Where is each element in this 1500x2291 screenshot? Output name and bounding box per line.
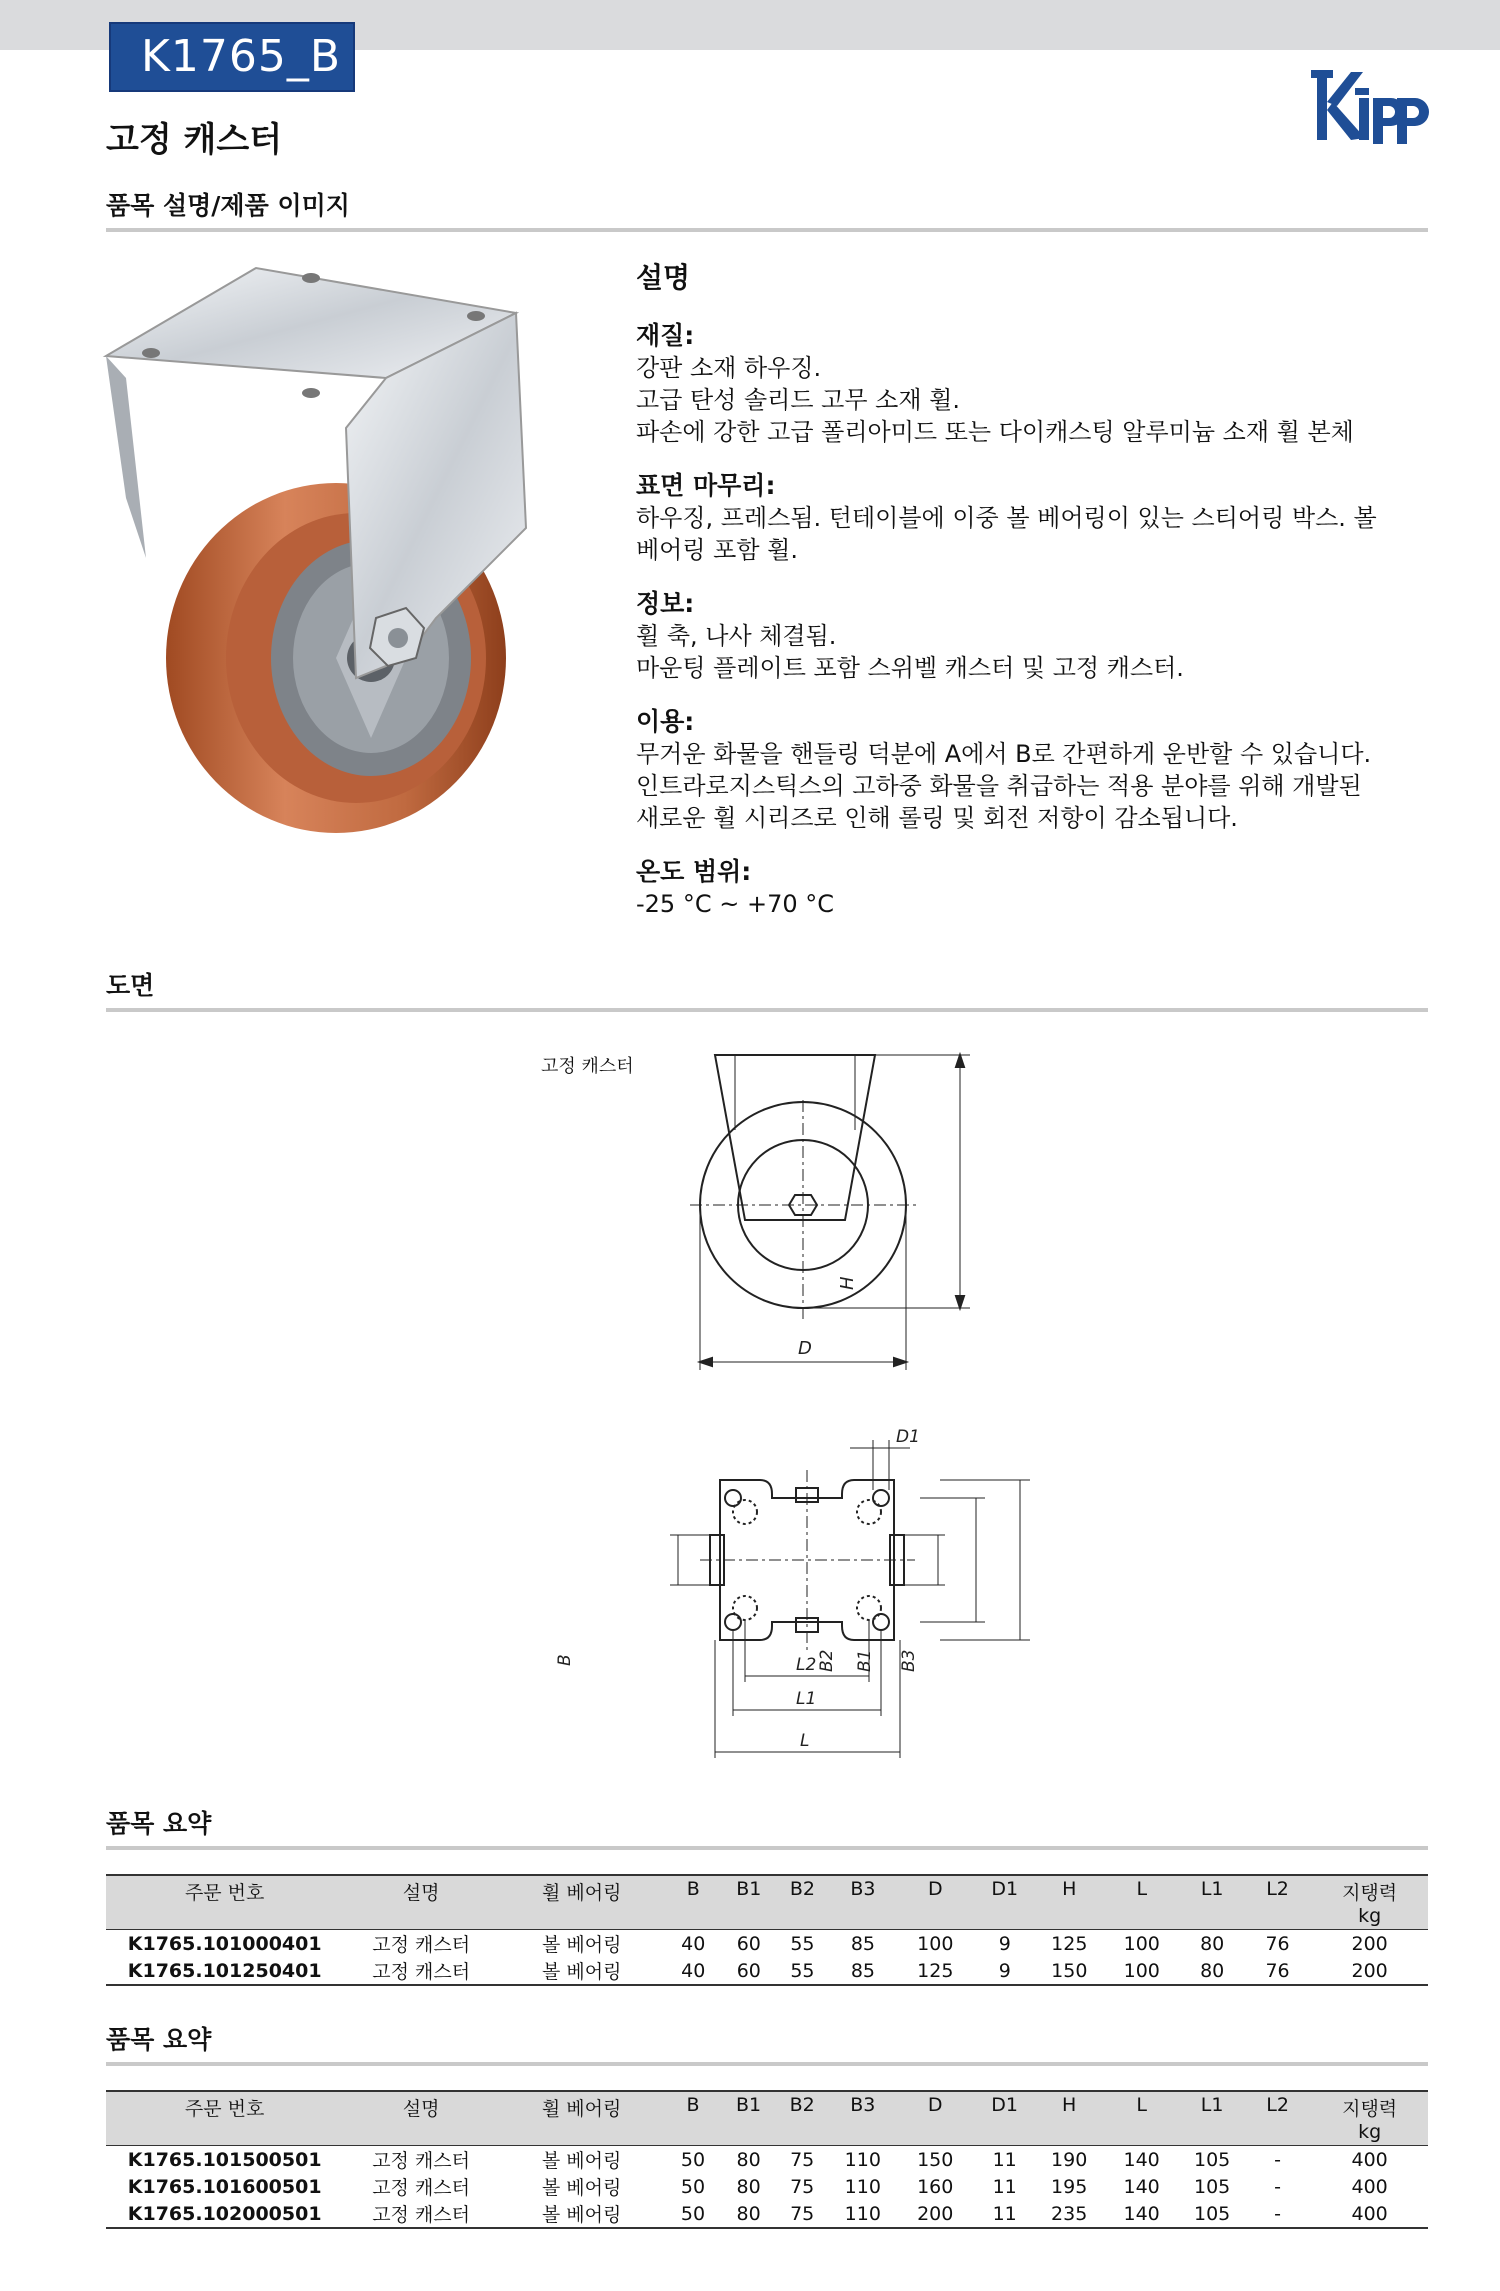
table-cell: 140: [1123, 2175, 1160, 2198]
column-header: D1: [974, 1875, 1036, 1930]
column-header: B3: [829, 1875, 896, 1930]
table-cell: 고정 캐스터: [343, 1930, 499, 1958]
table-cell: 60: [722, 1930, 776, 1958]
top-view-drawing: [555, 1420, 1060, 1780]
summary-table-1: [106, 1874, 1428, 1986]
table-cell: 55: [776, 1930, 830, 1958]
table-cell: 400: [1311, 2200, 1428, 2228]
block-line: 인트라로지스틱스의 고하중 화물을 취급하는 적용 분야를 위해 개발된: [636, 772, 1362, 800]
table-cell: 140: [1103, 2146, 1180, 2174]
block-info: [636, 588, 1436, 684]
table-cell: 195: [1051, 2175, 1088, 2198]
table-cell: -: [1274, 2175, 1282, 2198]
column-header: D1: [974, 2091, 1035, 2146]
column-header: H: [1036, 1875, 1104, 1930]
table-cell: 76: [1244, 1930, 1311, 1958]
dim-l1-label: L1: [796, 1689, 817, 1709]
table-cell: 105: [1180, 2146, 1244, 2174]
section-description-image: 품목 설명/제품 이미지: [106, 186, 1428, 232]
dim-d1-label: D1: [896, 1427, 920, 1447]
table-row: [106, 2173, 1428, 2200]
column-header: B2: [776, 1875, 830, 1930]
table-cell: 125: [897, 1957, 974, 1985]
table-row: [106, 2200, 1428, 2228]
table-cell: 105: [1180, 2200, 1244, 2228]
table-cell: 125: [1036, 1930, 1104, 1958]
dim-b2-label: B2: [817, 1649, 837, 1672]
column-header: 설명: [343, 1875, 499, 1930]
table-cell: K1765.101000401: [106, 1930, 343, 1958]
column-unit: kg: [1358, 1905, 1382, 1927]
dim-b-label: B: [555, 1654, 575, 1666]
table-cell: 100: [897, 1930, 974, 1958]
table-cell: 11: [974, 2146, 1035, 2174]
table-cell: 200: [897, 2200, 974, 2228]
table-cell: 400: [1311, 2146, 1428, 2174]
table-cell: 40: [664, 1930, 722, 1958]
table-cell: 볼 베어링: [499, 2146, 664, 2174]
column-header: D: [897, 1875, 974, 1930]
table-cell: 110: [829, 2200, 897, 2228]
block-line: -25 °C ~ +70 °C: [636, 890, 834, 918]
table-cell: 105: [1194, 2175, 1231, 2198]
block-label: 정보:: [636, 589, 695, 618]
side-view-drawing: [540, 1040, 1020, 1380]
table-cell: 100: [1103, 1957, 1180, 1985]
block-line: 베어링 포함 휠.: [636, 536, 798, 564]
block-surface-finish: [636, 470, 1436, 566]
table-cell: 190: [1035, 2146, 1103, 2174]
table-row: [106, 1930, 1428, 1958]
table-cell: 볼 베어링: [499, 1957, 664, 1985]
table-cell: 80: [722, 2200, 776, 2228]
product-code-badge: K1765_B: [109, 22, 355, 92]
table-row: [106, 2146, 1428, 2174]
table-cell: 고정 캐스터: [343, 2200, 499, 2228]
column-header: L1: [1180, 2091, 1244, 2146]
table-cell: 200: [1311, 1957, 1428, 1985]
column-header: B: [664, 2091, 722, 2146]
table-cell: 110: [844, 2175, 881, 2198]
table-cell: 140: [1103, 2200, 1180, 2228]
drawing-label: 고정 캐스터: [541, 1056, 634, 1077]
column-header: 주문 번호: [106, 2091, 343, 2146]
table-cell: 55: [776, 1957, 830, 1985]
block-line: 새로운 휠 시리즈로 인해 롤링 및 회전 저항이 감소됩니다.: [636, 804, 1238, 832]
table-cell: 100: [1103, 1930, 1180, 1958]
table-cell: 235: [1035, 2200, 1103, 2228]
table-cell: 9: [974, 1930, 1036, 1958]
column-header: D: [897, 2091, 974, 2146]
column-header: B1: [722, 1875, 776, 1930]
description-panel: [636, 262, 1436, 920]
table-cell: 80: [722, 2146, 776, 2174]
table-cell: 75: [790, 2175, 815, 2198]
table-cell: 고정 캐스터: [343, 2146, 499, 2174]
block-usage: [636, 706, 1436, 834]
table-cell: 11: [992, 2175, 1017, 2198]
table-header-row: [106, 2091, 1428, 2146]
column-header: B2: [775, 2091, 829, 2146]
table-cell: 볼 베어링: [541, 2177, 622, 2199]
table-cell: 볼 베어링: [499, 2200, 664, 2228]
column-header: L: [1103, 1875, 1180, 1930]
table-cell: 50: [664, 2200, 722, 2228]
table-row: [106, 1957, 1428, 1985]
column-header: B1: [722, 2091, 776, 2146]
dim-l2-label: L2: [796, 1655, 817, 1675]
table-cell: 150: [897, 2146, 974, 2174]
table-cell: 75: [775, 2200, 829, 2228]
column-header: 주문 번호: [106, 1875, 343, 1930]
table-cell: 200: [1311, 1930, 1428, 1958]
table-cell: 볼 베어링: [499, 1930, 664, 1958]
table-cell: 11: [974, 2200, 1035, 2228]
table-cell: 76: [1244, 1957, 1311, 1985]
block-line: 강판 소재 하우징.: [636, 354, 822, 382]
block-material: [636, 320, 1436, 448]
block-line: 고급 탄성 솔리드 고무 소재 휠.: [636, 386, 960, 414]
column-header: L: [1103, 2091, 1180, 2146]
table-cell: 고정 캐스터: [372, 2177, 471, 2199]
section-drawing: 도면: [106, 966, 1428, 1012]
column-header: B: [664, 1875, 722, 1930]
table-cell: 110: [829, 2146, 897, 2174]
column-header: 휠 베어링: [499, 2091, 664, 2146]
column-header: L2: [1244, 1875, 1311, 1930]
table-cell: 40: [664, 1957, 722, 1985]
dim-d-label: D: [798, 1338, 812, 1359]
block-label: 표면 마무리:: [636, 471, 776, 500]
table-cell: K1765.101250401: [106, 1957, 343, 1985]
block-line: 파손에 강한 고급 폴리아미드 또는 다이캐스팅 알루미늄 소재 휠 본체: [636, 418, 1354, 446]
table-cell: 60: [722, 1957, 776, 1985]
table-header-row: [106, 1875, 1428, 1930]
table-cell: 85: [829, 1957, 896, 1985]
table-cell: 85: [829, 1930, 896, 1958]
column-header: L2: [1244, 2091, 1311, 2146]
table-cell: 400: [1351, 2175, 1388, 2198]
table-cell: 160: [917, 2175, 954, 2198]
dim-b1-label: B1: [855, 1649, 875, 1672]
fixed-caster-product-image: [106, 258, 566, 798]
column-header: H: [1035, 2091, 1103, 2146]
table-cell: 고정 캐스터: [343, 1957, 499, 1985]
description-heading: 설명: [636, 261, 691, 294]
summary-table-2: [106, 2090, 1428, 2229]
table-cell: 80: [736, 2175, 761, 2198]
table-cell: -: [1244, 2200, 1311, 2228]
table-cell: K1765.102000501: [106, 2200, 343, 2228]
table-cell: 9: [974, 1957, 1036, 1985]
block-temperature: [636, 856, 1436, 920]
block-line: 하우징, 프레스됨. 턴테이블에 이중 볼 베어링이 있는 스티어링 박스. 볼: [636, 504, 1377, 532]
table-cell: 80: [1180, 1957, 1243, 1985]
table-cell: 80: [1180, 1930, 1243, 1958]
section-summary-1: 품목 요약: [106, 1804, 1428, 1850]
block-label: 재질:: [636, 321, 695, 350]
table-cell: K1765.101600501: [127, 2175, 322, 2198]
table-cell: 50: [680, 2175, 706, 2198]
column-header: 지탱력 kg: [1311, 1875, 1428, 1930]
dim-b3-label: B3: [899, 1649, 919, 1672]
block-label: 이용:: [636, 707, 695, 736]
block-line: 마운팅 플레이트 포함 스위벨 캐스터 및 고정 캐스터.: [636, 654, 1184, 682]
column-header: B3: [829, 2091, 897, 2146]
section-summary-2: 품목 요약: [106, 2020, 1428, 2066]
column-unit: kg: [1358, 2121, 1382, 2143]
column-header: L1: [1180, 1875, 1243, 1930]
table-cell: K1765.101500501: [106, 2146, 343, 2174]
table-cell: -: [1244, 2146, 1311, 2174]
dim-l-label: L: [800, 1731, 810, 1751]
table-cell: 150: [1036, 1957, 1104, 1985]
page-title: 고정 캐스터: [106, 120, 283, 160]
column-header: 휠 베어링: [499, 1875, 664, 1930]
column-header: 지탱력 kg: [1311, 2091, 1428, 2146]
table-cell: 75: [775, 2146, 829, 2174]
block-line: 무거운 화물을 핸들링 덕분에 A에서 B로 간편하게 운반할 수 있습니다.: [636, 740, 1372, 768]
column-header: 설명: [343, 2091, 499, 2146]
block-line: 휠 축, 나사 체결됨.: [636, 622, 837, 650]
table-cell: 50: [664, 2146, 722, 2174]
kipp-logo: [1305, 62, 1430, 152]
block-label: 온도 범위:: [636, 857, 752, 886]
dim-h-label: H: [837, 1276, 858, 1290]
